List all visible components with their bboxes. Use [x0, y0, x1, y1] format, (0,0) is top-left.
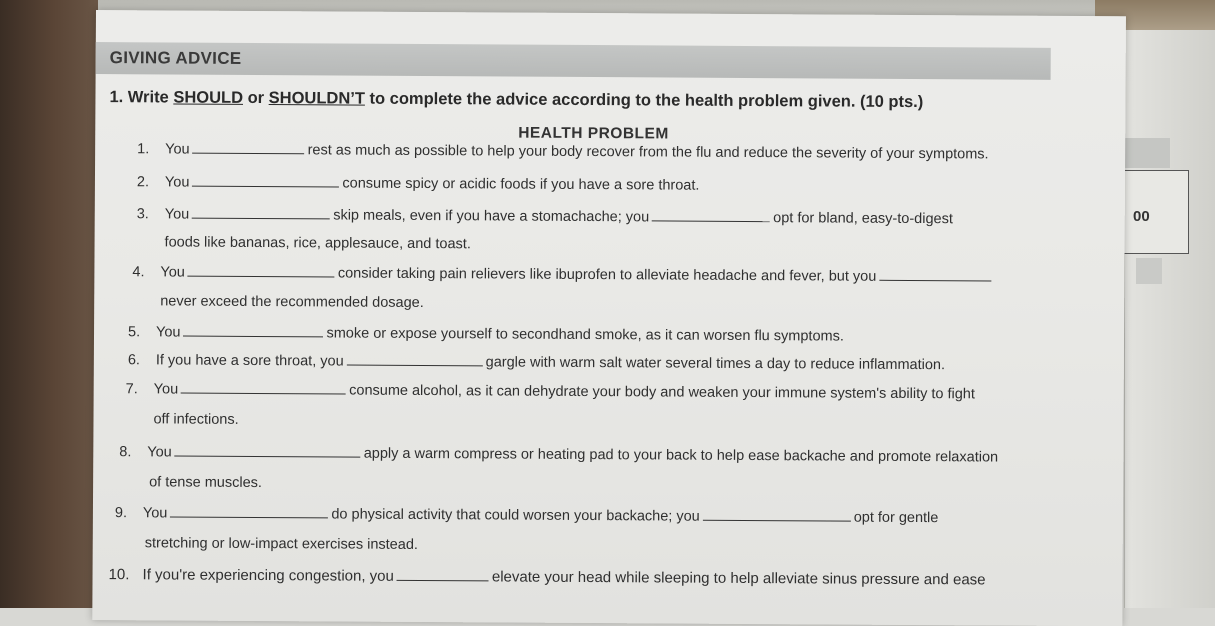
answer-blank[interactable] — [397, 568, 489, 582]
item-8 — [119, 443, 998, 465]
item-text: apply a warm compress or heating pad to your back to help ease backache and promote relaxation — [363, 445, 999, 466]
item-4 — [132, 263, 994, 285]
item-9-continued: stretching or low-impact exercises instead. — [144, 535, 418, 553]
instruction-word-should: SHOULD — [173, 88, 244, 107]
item-number: 2. — [136, 174, 150, 191]
answer-blank-2[interactable] — [879, 268, 991, 282]
answer-blank-2[interactable] — [703, 508, 851, 522]
answer-blank[interactable] — [175, 443, 361, 457]
item-number: 7. — [125, 381, 138, 398]
item-text: elevate your head while sleeping to help alleviate sinus pressure and ease — [491, 568, 986, 589]
worksheet-title: GIVING ADVICE — [109, 48, 242, 68]
item-number: 10. — [108, 566, 130, 584]
instruction-suffix: to complete the advice according to the health problem given. (10 pts.) — [364, 89, 924, 112]
item-5 — [128, 323, 844, 344]
answer-blank-2[interactable] — [652, 208, 770, 222]
item-number: 5. — [127, 324, 141, 341]
item-lead: You — [165, 141, 190, 158]
item-lead: You — [153, 381, 179, 398]
instruction-or: or — [242, 88, 269, 108]
item-6 — [128, 351, 945, 373]
item-number: 3. — [136, 206, 149, 223]
answer-blank[interactable] — [193, 141, 305, 155]
item-lead: You — [155, 324, 181, 341]
item-number: 8. — [119, 444, 132, 461]
answer-blank[interactable] — [170, 504, 328, 518]
item-4-continued: never exceed the recommended dosage. — [160, 293, 424, 312]
item-text: rest as much as possible to help your body recover from the flu and reduce the severity of your symptoms. — [307, 142, 989, 163]
health-problem-heading: HEALTH PROBLEM — [518, 124, 669, 143]
item-text: skip meals, even if you have a stomachache; you — [333, 207, 650, 226]
item-lead: If you're experiencing congestion, you — [142, 566, 394, 585]
answer-blank[interactable] — [183, 324, 323, 338]
score-shade-top — [1125, 138, 1170, 168]
item-9 — [115, 504, 939, 526]
worksheet-page — [92, 10, 1126, 626]
item-10 — [108, 566, 985, 588]
item-lead: You — [164, 174, 190, 191]
item-3-continued: foods like bananas, rice, applesauce, and toast. — [164, 234, 471, 253]
item-number: 6. — [127, 352, 141, 369]
paper-underneath — [1124, 30, 1215, 608]
score-value: 00 — [1133, 208, 1150, 225]
item-text: gargle with warm salt water several times a day to reduce inflammation. — [485, 354, 946, 374]
item-lead: You — [142, 505, 168, 522]
item-2 — [137, 173, 700, 193]
item-text: consume spicy or acidic foods if you have a sore throat. — [342, 175, 700, 194]
answer-blank[interactable] — [188, 264, 335, 278]
item-7-continued: off infections. — [153, 411, 239, 428]
item-8-continued: of tense muscles. — [149, 474, 262, 492]
score-shade-bottom — [1136, 258, 1162, 284]
item-7 — [126, 380, 975, 402]
item-text: consider taking pain relievers like ibuprofen to alleviate headache and fever, but you — [337, 265, 877, 285]
item-number: 4. — [132, 264, 145, 281]
item-lead: You — [147, 444, 172, 461]
item-lead: You — [160, 264, 185, 281]
item-text: consume alcohol, as it can dehydrate your body and weaken your immune system's ability to fight — [349, 382, 975, 403]
instruction-prefix: 1. Write — [109, 88, 174, 107]
item-3 — [137, 205, 953, 227]
desk-surface — [0, 0, 98, 608]
answer-blank[interactable] — [192, 206, 330, 220]
item-number: 9. — [114, 505, 128, 522]
item-text-2: opt for bland, easy-to-digest — [773, 210, 953, 228]
answer-blank[interactable] — [181, 381, 346, 395]
item-number: 1. — [137, 141, 150, 158]
item-text: do physical activity that could worsen your backache; you — [331, 506, 700, 525]
answer-blank[interactable] — [192, 174, 339, 188]
item-text: smoke or expose yourself to secondhand smoke, as it can worsen flu symptoms. — [326, 325, 844, 345]
instruction-word-shouldnt: SHOULDN’T — [268, 89, 366, 108]
item-1 — [137, 140, 989, 162]
item-lead: If you have a sore throat, you — [155, 352, 344, 370]
answer-blank[interactable] — [347, 353, 483, 367]
item-text-2: opt for gentle — [853, 509, 939, 527]
instruction-line — [109, 88, 923, 112]
item-lead: You — [164, 206, 190, 223]
